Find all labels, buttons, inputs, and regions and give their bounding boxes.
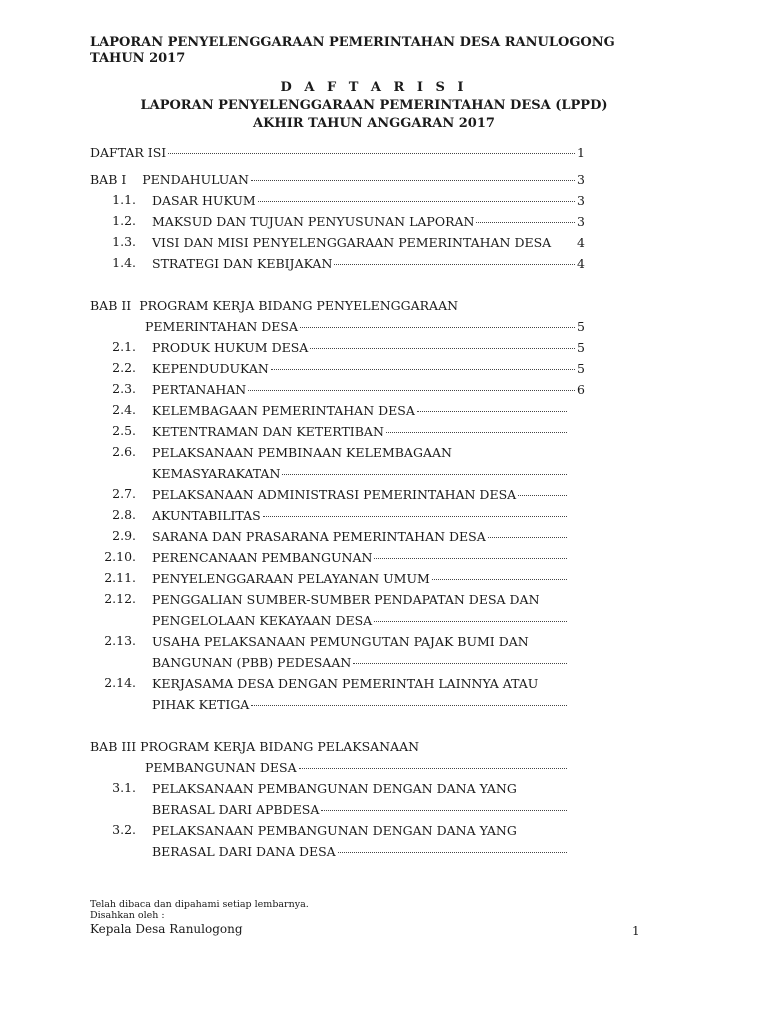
toc-entry-label: KELEMBAGAAN PEMERINTAHAN DESA <box>152 403 415 418</box>
toc-entry[interactable] <box>152 234 585 252</box>
toc-dot-leader <box>248 390 575 391</box>
toc-entry[interactable] <box>152 423 577 441</box>
toc-dot-leader <box>518 495 567 496</box>
toc-entry-label: BAB III PROGRAM KERJA BIDANG PELAKSANAAN <box>90 739 420 754</box>
toc-dot-leader <box>386 432 567 433</box>
toc-entry-page: 4 <box>577 256 585 271</box>
toc-entry-label: STRATEGI DAN KEBIJAKAN <box>152 256 333 271</box>
toc-entry-number: 2.12. <box>104 591 136 606</box>
toc-entry-number: 2.14. <box>104 675 136 690</box>
toc-dot-leader <box>432 579 567 580</box>
toc-entry-label: PIHAK KETIGA <box>152 697 250 712</box>
toc-entry-label: USAHA PELAKSANAAN PEMUNGUTAN PAJAK BUMI DAN <box>152 634 529 649</box>
toc-entry-page: 5 <box>577 361 585 376</box>
toc-dot-leader <box>321 810 567 811</box>
toc-entry-label: DASAR HUKUM <box>152 193 256 208</box>
toc-dot-leader <box>168 153 575 154</box>
toc-entry[interactable] <box>90 171 585 189</box>
toc-entry-page: 3 <box>577 172 585 187</box>
toc-entry[interactable] <box>152 213 585 231</box>
toc-entry[interactable] <box>152 822 577 840</box>
toc-entry-label: PEMBANGUNAN DESA <box>145 760 297 775</box>
toc-dot-leader <box>251 705 567 706</box>
toc-entry-number: 1.4. <box>112 255 136 270</box>
toc-entry[interactable] <box>152 381 585 399</box>
toc-entry[interactable] <box>152 591 577 609</box>
toc-entry-number: 2.9. <box>112 528 136 543</box>
toc-entry-number: 2.10. <box>104 549 136 564</box>
toc-entry-label: MAKSUD DAN TUJUAN PENYUSUNAN LAPORAN <box>152 214 475 229</box>
toc-entry[interactable] <box>152 507 577 525</box>
toc-entry[interactable] <box>152 486 577 504</box>
footer-read-note: Telah dibaca dan dipahami setiap lembarnya. <box>90 899 309 910</box>
toc-entry[interactable] <box>90 297 585 315</box>
toc-entry[interactable] <box>152 339 585 357</box>
toc-entry-label: PENYELENGGARAAN PELAYANAN UMUM <box>152 571 430 586</box>
toc-entry[interactable] <box>152 780 577 798</box>
toc-entry-number: 2.4. <box>112 402 136 417</box>
toc-entry-number: 2.6. <box>112 444 136 459</box>
page-number: 1 <box>632 924 640 938</box>
toc-entry-label: BERASAL DARI DANA DESA <box>152 844 336 859</box>
toc-entry[interactable] <box>152 192 585 210</box>
toc-dot-leader <box>299 768 567 769</box>
toc-entry-label: DAFTAR ISI <box>90 145 167 160</box>
toc-entry-number: 2.3. <box>112 381 136 396</box>
toc-entry-number: 2.11. <box>104 570 136 585</box>
toc-entry-number: 2.8. <box>112 507 136 522</box>
toc-entry-label: AKUNTABILITAS <box>152 508 261 523</box>
toc-entry-label: BERASAL DARI APBDESA <box>152 802 320 817</box>
toc-entry-label: BANGUNAN (PBB) PEDESAAN <box>152 655 352 670</box>
toc-entry-label: PRODUK HUKUM DESA <box>152 340 309 355</box>
toc-entry[interactable] <box>152 633 577 651</box>
toc-entry-label: PERENCANAAN PEMBANGUNAN <box>152 550 373 565</box>
toc-entry[interactable] <box>152 843 577 861</box>
toc-dot-leader <box>271 369 575 370</box>
toc-entry[interactable] <box>152 465 577 483</box>
toc-entry-label: PELAKSANAAN PEMBANGUNAN DENGAN DANA YANG <box>152 781 517 796</box>
toc-entry-page: 5 <box>577 319 585 334</box>
toc-entry[interactable] <box>152 528 577 546</box>
toc-entry-page: 5 <box>577 340 585 355</box>
toc-entry[interactable] <box>152 612 577 630</box>
document-header <box>90 35 615 67</box>
footer-note <box>90 899 309 937</box>
toc-entry-label: PELAKSANAAN PEMBANGUNAN DENGAN DANA YANG <box>152 823 517 838</box>
toc-entry-label: BAB II PROGRAM KERJA BIDANG PENYELENGGARAAN <box>90 298 459 313</box>
toc-dot-leader <box>334 264 575 265</box>
toc-entry[interactable] <box>152 675 577 693</box>
toc-dot-leader <box>251 180 575 181</box>
toc-entry[interactable] <box>152 654 577 672</box>
toc-dot-leader <box>488 537 567 538</box>
toc-entry[interactable] <box>152 570 577 588</box>
toc-dot-leader <box>417 411 567 412</box>
toc-entry[interactable] <box>152 801 577 819</box>
toc-entry[interactable] <box>90 738 577 756</box>
toc-subtitle-year: AKHIR TAHUN ANGGARAN 2017 <box>253 116 495 131</box>
toc-entry[interactable] <box>152 444 577 462</box>
toc-dot-leader <box>310 348 575 349</box>
toc-entry-number: 2.13. <box>104 633 136 648</box>
toc-entry-label: PERTANAHAN <box>152 382 247 397</box>
toc-entry-page: 1 <box>577 145 585 160</box>
header-line-1: LAPORAN PENYELENGGARAAN PEMERINTAHAN DESA RANULOGONG <box>90 35 615 50</box>
toc-entry[interactable] <box>152 696 577 714</box>
toc-entry-label: KERJASAMA DESA DENGAN PEMERINTAH LAINNYA ATAU <box>152 676 539 691</box>
toc-dot-leader <box>282 474 567 475</box>
toc-entry-number: 2.7. <box>112 486 136 501</box>
toc-entry-number: 3.1. <box>112 780 136 795</box>
toc-entry-number: 2.2. <box>112 360 136 375</box>
toc-subtitle: LAPORAN PENYELENGGARAAN PEMERINTAHAN DESA (LPPD) <box>140 98 608 113</box>
toc-entry-label: BAB I PENDAHULUAN <box>90 172 249 187</box>
toc-dot-leader <box>374 558 567 559</box>
toc-entry[interactable] <box>152 549 577 567</box>
toc-entry-number: 3.2. <box>112 822 136 837</box>
toc-entry[interactable] <box>145 318 585 336</box>
toc-entry-label: PENGELOLAAN KEKAYAAN DESA <box>152 613 373 628</box>
toc-entry[interactable] <box>152 255 585 273</box>
toc-entry-page: 3 <box>577 214 585 229</box>
toc-entry-label: PENGGALIAN SUMBER-SUMBER PENDAPATAN DESA DAN <box>152 592 540 607</box>
toc-dot-leader <box>258 201 575 202</box>
toc-dot-leader <box>476 222 575 223</box>
toc-entry[interactable] <box>145 759 577 777</box>
toc-entry-label: SARANA DAN PRASARANA PEMERINTAHAN DESA <box>152 529 486 544</box>
toc-entry-number: 1.3. <box>112 234 136 249</box>
toc-entry-label: KEMASYARAKATAN <box>152 466 281 481</box>
toc-entry-page: 4 <box>577 235 585 250</box>
toc-entry[interactable] <box>90 144 585 162</box>
toc-dot-leader <box>353 663 567 664</box>
toc-dot-leader <box>374 621 567 622</box>
toc-dot-leader <box>263 516 567 517</box>
toc-entry-number: 2.5. <box>112 423 136 438</box>
toc-entry-label: VISI DAN MISI PENYELENGGARAAN PEMERINTAHAN DESA <box>152 235 552 250</box>
toc-entry-label: PELAKSANAAN ADMINISTRASI PEMERINTAHAN DESA <box>152 487 517 502</box>
toc-entry[interactable] <box>152 360 585 378</box>
toc-entry-number: 2.1. <box>112 339 136 354</box>
toc-entry-label: PELAKSANAAN PEMBINAAN KELEMBAGAAN <box>152 445 452 460</box>
toc-entry-label: KEPENDUDUKAN <box>152 361 269 376</box>
toc-entry-number: 1.2. <box>112 213 136 228</box>
toc-entry[interactable] <box>152 402 577 420</box>
toc-dot-leader <box>300 327 575 328</box>
toc-title: D A F T A R I S I <box>280 80 468 95</box>
toc-title-block <box>0 79 768 133</box>
toc-dot-leader <box>338 852 567 853</box>
toc-entry-page: 6 <box>577 382 585 397</box>
toc-entry-label: KETENTRAMAN DAN KETERTIBAN <box>152 424 384 439</box>
footer-approved-by: Disahkan oleh : <box>90 910 165 921</box>
toc-entry-number: 1.1. <box>112 192 136 207</box>
toc-entry-label: PEMERINTAHAN DESA <box>145 319 299 334</box>
header-line-2: TAHUN 2017 <box>90 51 186 66</box>
footer-signatory: Kepala Desa Ranulogong <box>90 922 243 936</box>
toc-entry-page: 3 <box>577 193 585 208</box>
